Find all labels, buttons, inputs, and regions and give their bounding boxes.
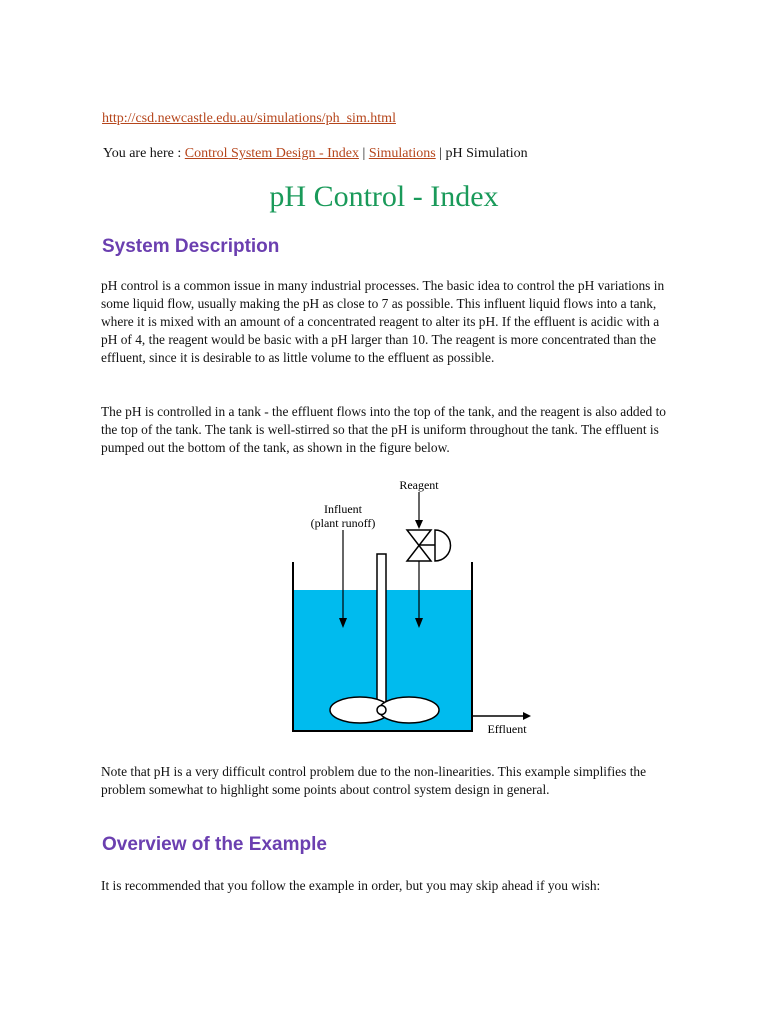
reagent-arrowhead-top bbox=[415, 520, 423, 529]
paragraph-overview: It is recommended that you follow the example in order, but you may skip ahead if you wish: bbox=[101, 878, 601, 893]
stirrer-blade-right bbox=[379, 697, 439, 723]
label-influent: Influent bbox=[324, 502, 362, 516]
source-url-link[interactable]: http://csd.newcastle.edu.au/simulations/ph_sim.html bbox=[102, 111, 396, 126]
breadcrumb-link-control-system-design[interactable]: Control System Design - Index bbox=[184, 146, 359, 161]
label-plant-runoff: (plant runoff) bbox=[310, 516, 376, 530]
paragraph-system-description-1: pH control is a common issue in many industrial processes. The basic idea to control the pH variations in some liquid flow, usually making the pH as close to 7 as possible. This influent liquid flows into a tank, where it is mixed with an amount of a concentrated reagent to alter its pH. If the effluent is acidic with a pH of 4, the reagent would be basic with a pH larger than 10. The reagent is more concentrated than the effluent, since it is desirable to as little volume to the effluent as possible. bbox=[101, 278, 665, 365]
label-effluent: Effluent bbox=[487, 722, 527, 736]
breadcrumb-link-simulations[interactable]: Simulations bbox=[368, 146, 436, 161]
paragraph-note: Note that pH is a very difficult control problem due to the non-linearities. This example simplifies the problem somewhat to highlight some points about control system design in general. bbox=[101, 764, 647, 797]
stirrer-shaft bbox=[377, 554, 386, 706]
breadcrumb-current: pH Simulation bbox=[445, 146, 528, 161]
heading-overview: Overview of the Example bbox=[102, 834, 327, 855]
ph-tank-diagram bbox=[285, 472, 545, 744]
valve-actuator-icon bbox=[435, 530, 451, 561]
breadcrumb-separator: | bbox=[439, 146, 443, 161]
page-title: pH Control - Index bbox=[269, 180, 499, 213]
effluent-arrowhead bbox=[523, 712, 531, 720]
stirrer-hub bbox=[377, 706, 386, 715]
breadcrumb-separator: | bbox=[362, 146, 366, 161]
paragraph-system-description-2: The pH is controlled in a tank - the effluent flows into the top of the tank, and the reagent is also added to the top of the tank. The tank is well-stirred so that the pH is uniform throughout the tank. The effluent is pumped out the bottom of the tank, as shown in the figure below. bbox=[101, 404, 666, 455]
heading-system-description: System Description bbox=[102, 236, 280, 257]
label-reagent: Reagent bbox=[399, 478, 439, 492]
breadcrumb bbox=[103, 146, 528, 162]
breadcrumb-prefix: You are here : bbox=[103, 146, 182, 161]
